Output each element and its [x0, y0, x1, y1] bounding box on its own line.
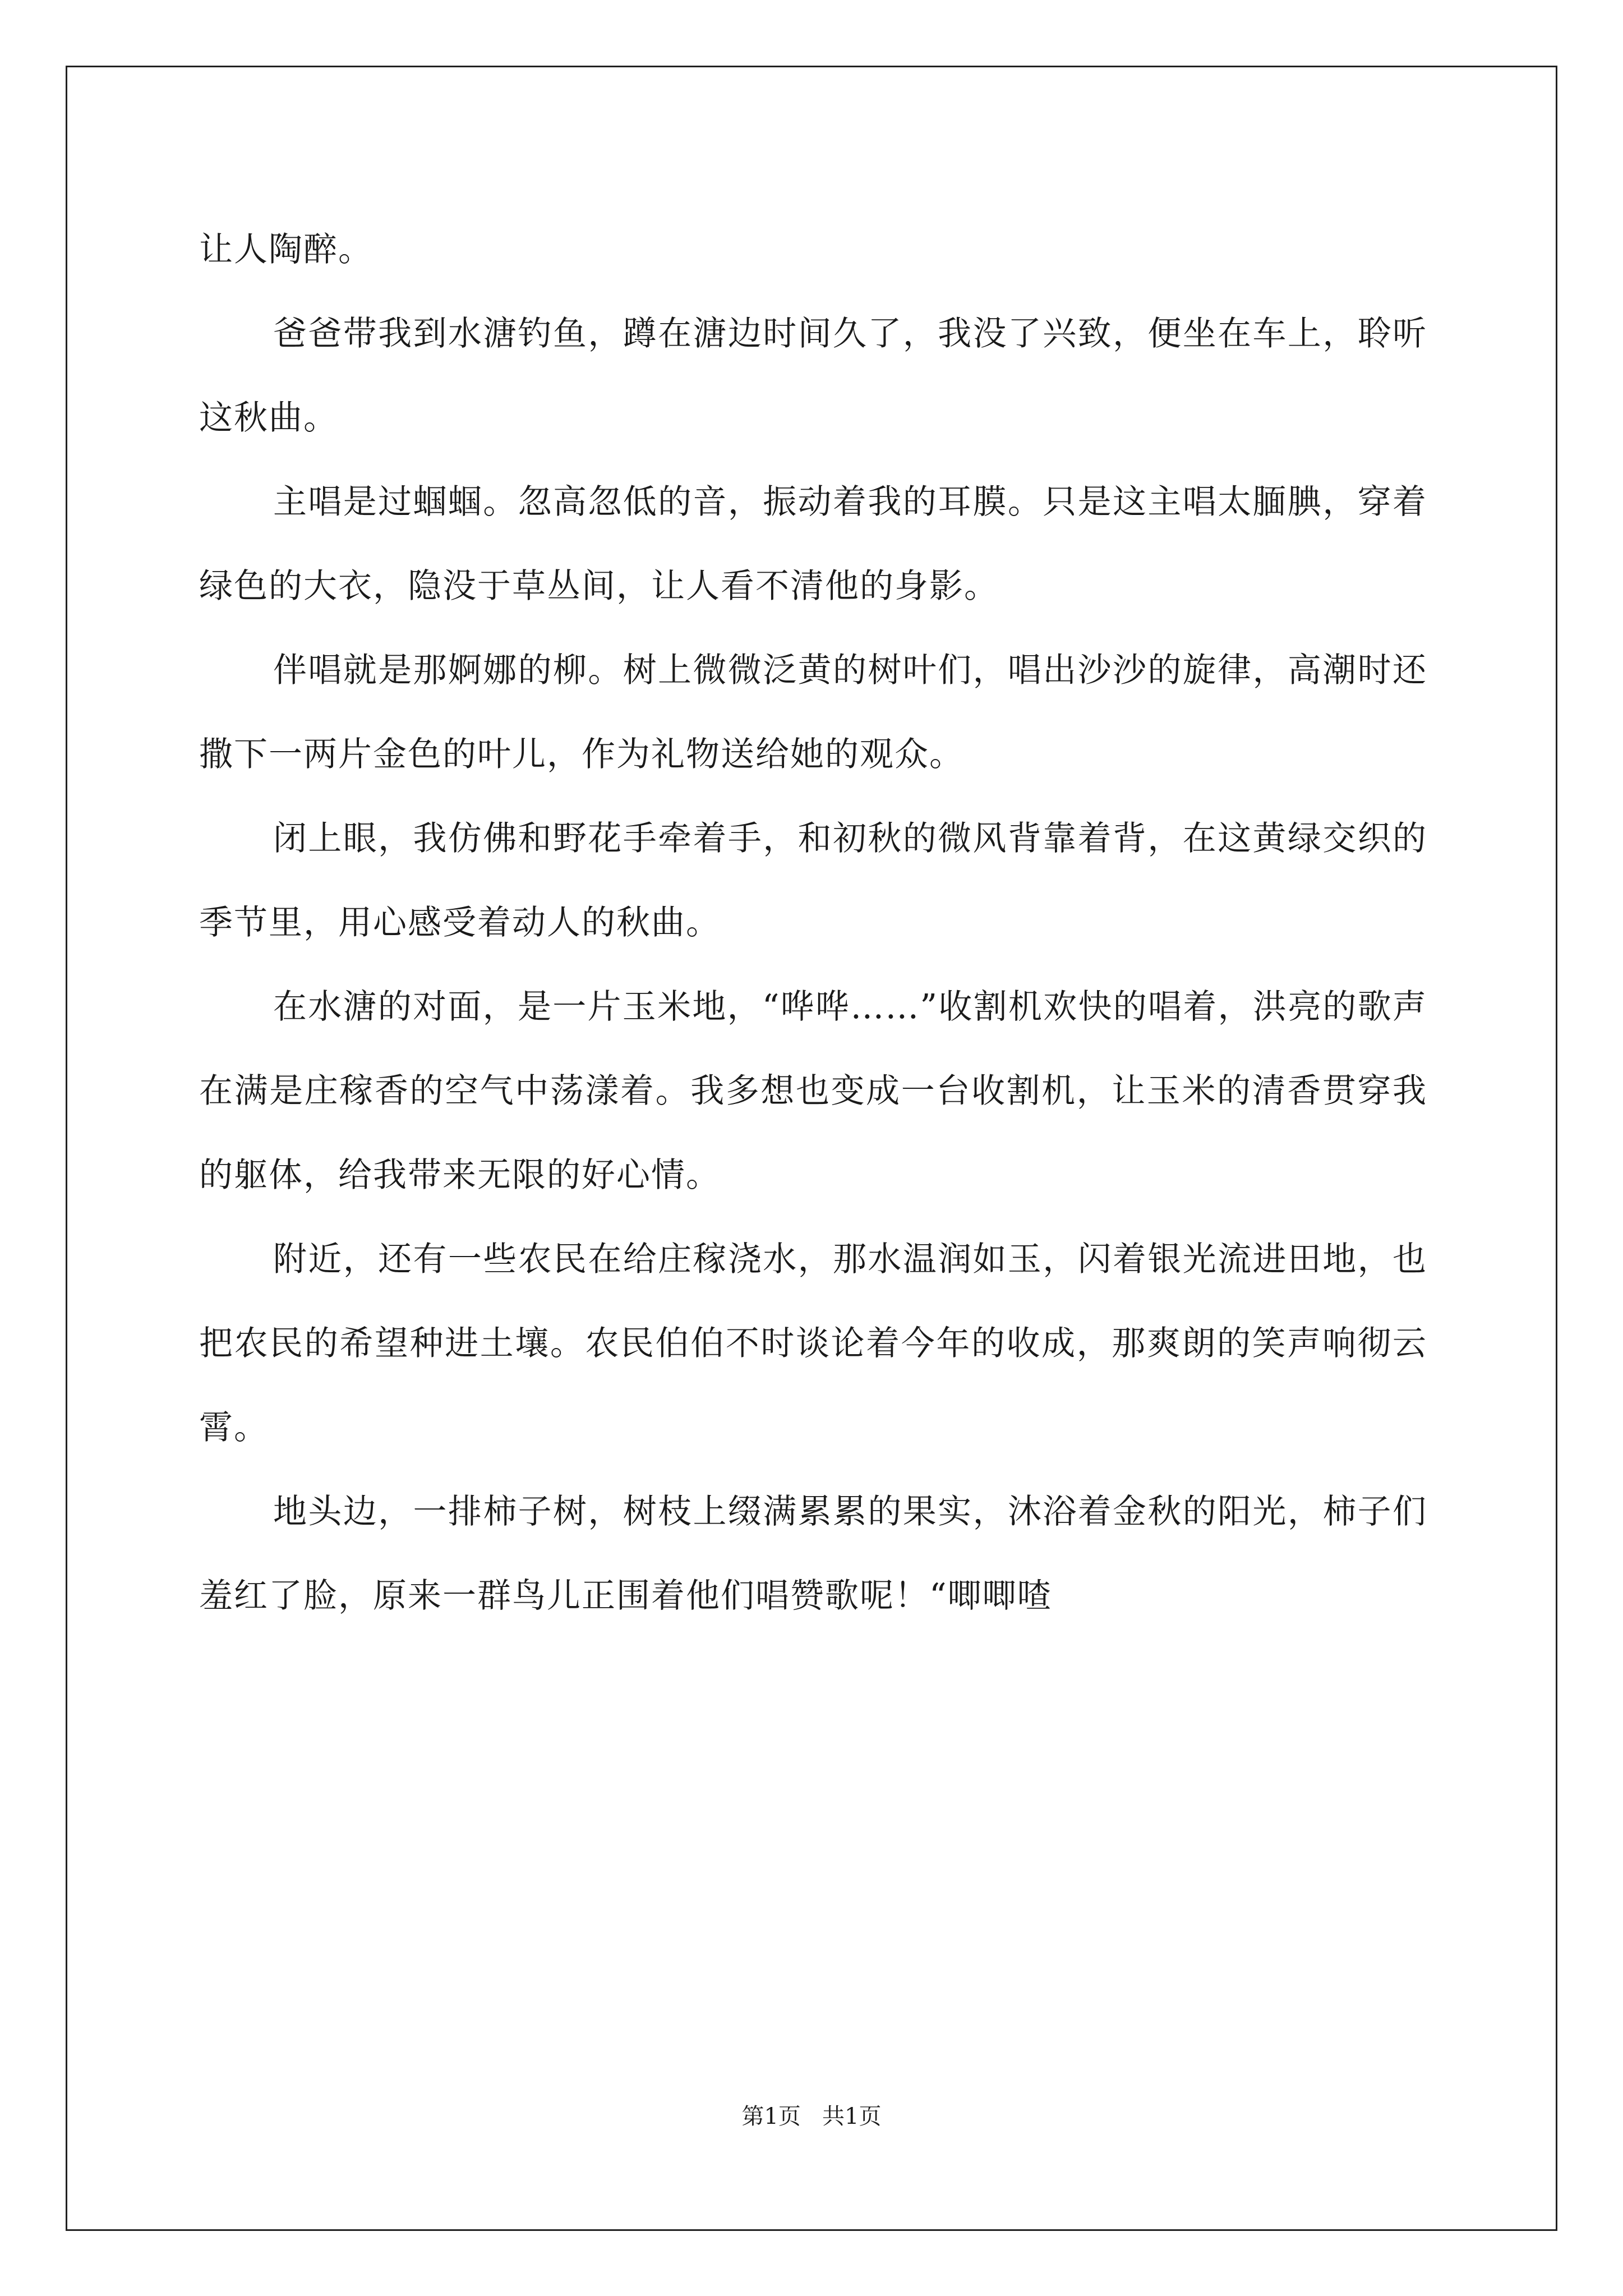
paragraph-6: 在水溏的对面，是一片玉米地，“哗哗……”收割机欢快的唱着，洪亮的歌声在满是庄稼香的空气中荡漾着。我多想也变成一台收割机，让玉米的清香贯穿我的躯体，给我带来无限的好心情。	[199, 987, 1427, 1195]
paragraph-2: 爸爸带我到水溏钓鱼，蹲在溏边时间久了，我没了兴致，便坐在车上，聆听这秋曲。	[199, 314, 1427, 438]
paragraph-8: 地头边，一排柿子树，树枝上缀满累累的果实，沐浴着金秋的阳光，柿子们羞红了脸，原来一群鸟儿正围着他们唱赞歌呢！“唧唧喳	[199, 1492, 1427, 1616]
paragraph-1: 让人陶醉。	[199, 230, 373, 269]
paragraph-7: 附近，还有一些农民在给庄稼浇水，那水温润如玉，闪着银光流进田地，也把农民的希望种进土壤。农民伯伯不时谈论着今年的收成，那爽朗的笑声响彻云霄。	[199, 1240, 1427, 1447]
paragraph-4: 伴唱就是那婀娜的柳。树上微微泛黄的树叶们，唱出沙沙的旋律，高潮时还撒下一两片金色的叶儿，作为礼物送给她的观众。	[199, 651, 1427, 774]
document-body	[199, 208, 1427, 1638]
paragraph-5: 闭上眼，我仿佛和野花手牵着手，和初秋的微风背靠着背，在这黄绿交织的季节里，用心感受着动人的秋曲。	[199, 819, 1427, 942]
page-footer: 第1页 共1页	[741, 2104, 882, 2129]
paragraph-3: 主唱是过蝈蝈。忽高忽低的音，振动着我的耳膜。只是这主唱太腼腆，穿着绿色的大衣，隐没于草丛间，让人看不清他的身影。	[199, 482, 1427, 606]
